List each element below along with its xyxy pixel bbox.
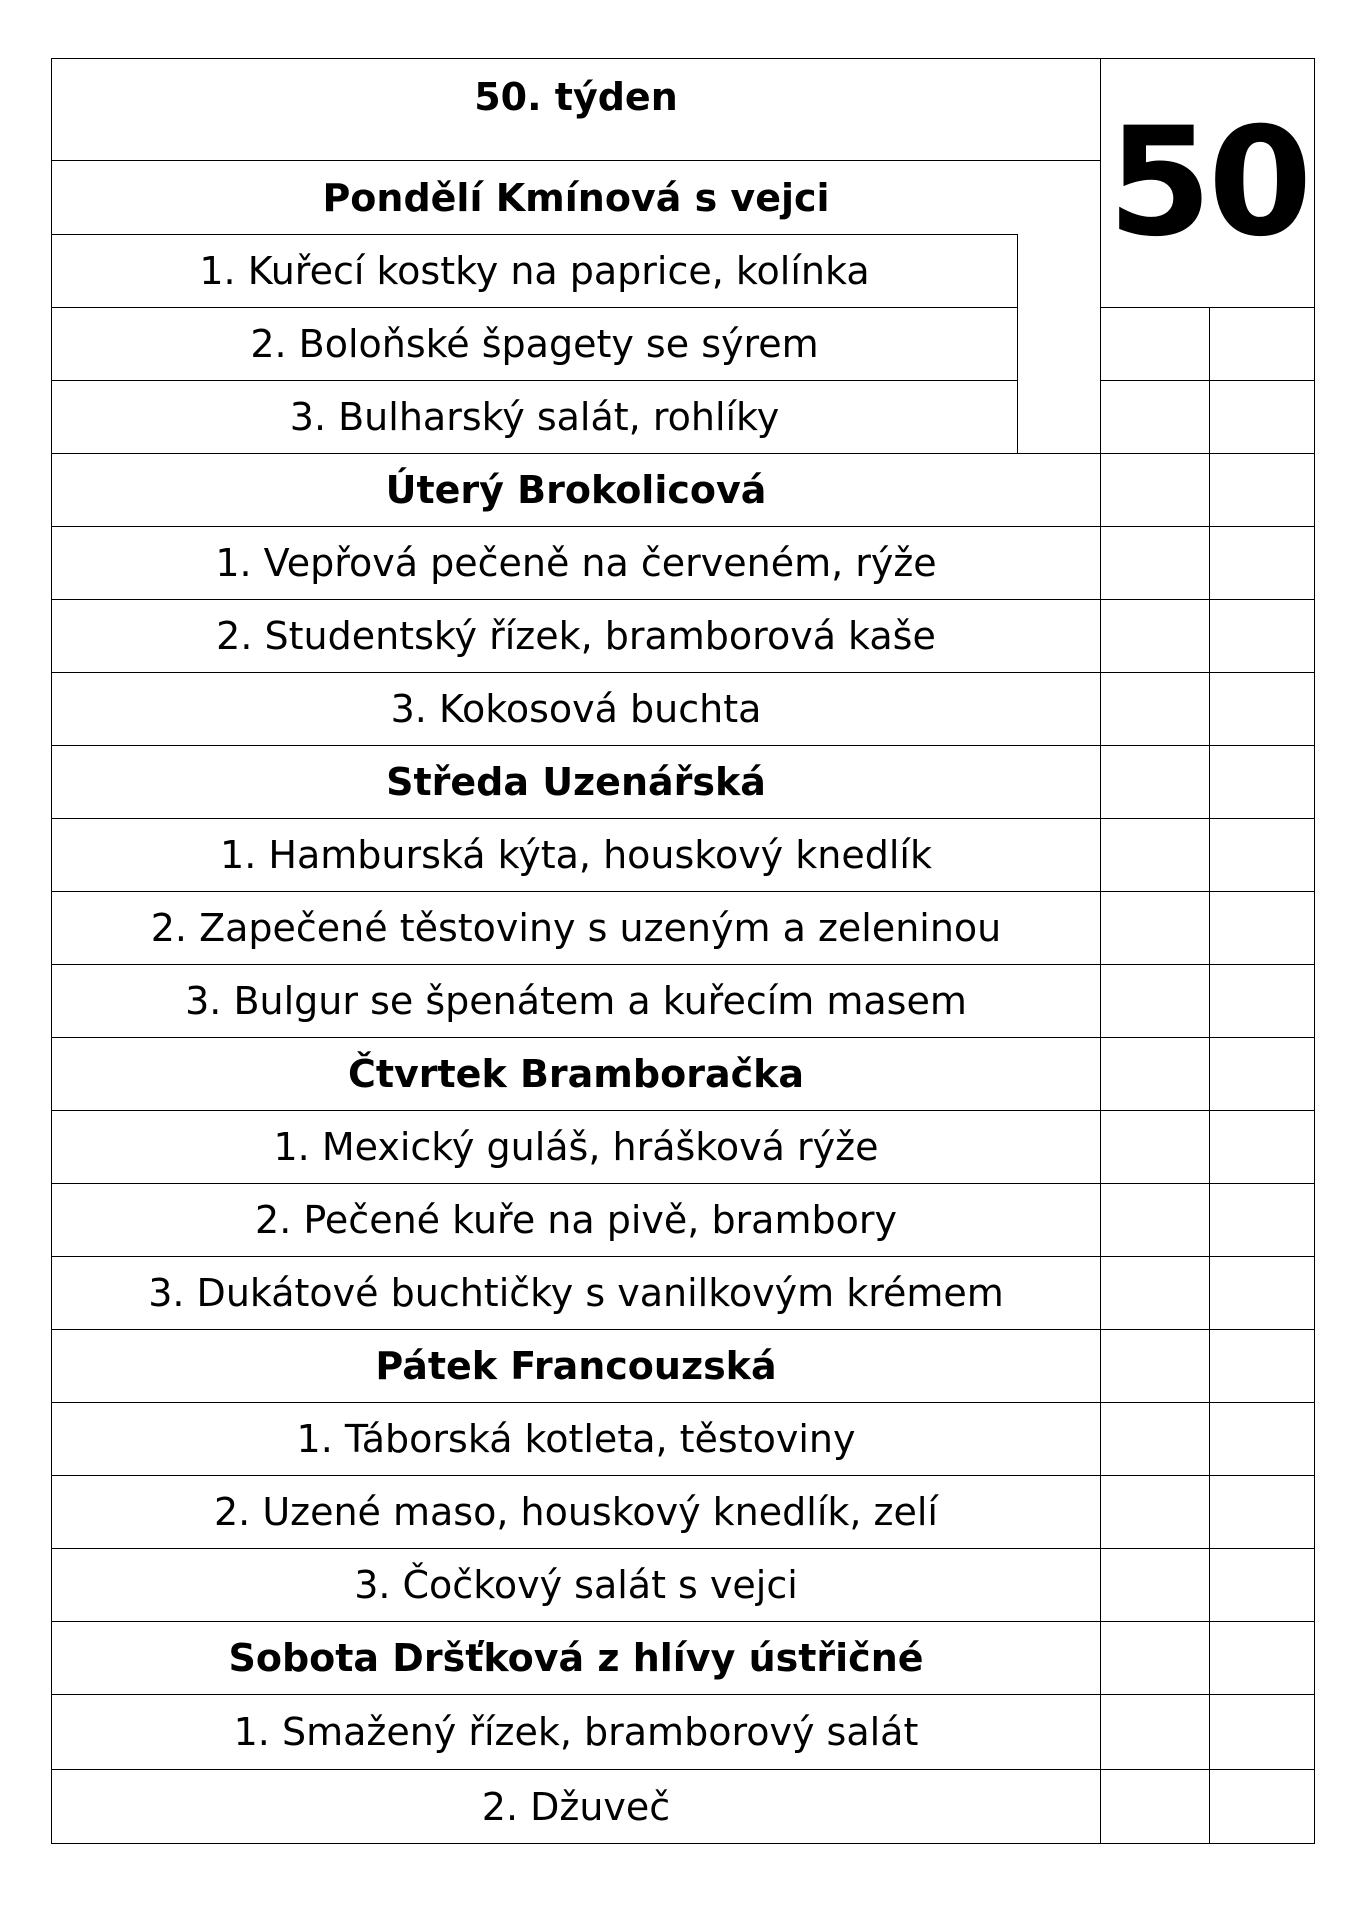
meal-text: 1. Hamburská kýta, houskový knedlík <box>220 833 932 877</box>
blank-cell <box>1100 1183 1209 1256</box>
meal-text: 1. Táborská kotleta, těstoviny <box>296 1417 856 1461</box>
blank-cell <box>1209 672 1315 745</box>
blank-cell <box>1100 1329 1209 1402</box>
meal-text: 2. Pečené kuře na pivě, brambory <box>255 1198 897 1242</box>
column-divider <box>1017 234 1018 453</box>
blank-cell <box>1100 599 1209 672</box>
day-heading-saturday <box>51 1621 1100 1694</box>
meal-text: 3. Kokosová buchta <box>390 687 762 731</box>
blank-cell <box>1209 453 1315 526</box>
meal-text: 1. Kuřecí kostky na paprice, kolínka <box>199 249 870 293</box>
blank-cell <box>1209 818 1315 891</box>
meal-text: 2. Boloňské špagety se sýrem <box>250 322 819 366</box>
blank-cell <box>1100 1621 1209 1694</box>
blank-cell <box>1209 745 1315 818</box>
blank-cell <box>1209 1402 1315 1475</box>
meal-text: 2. Zapečené těstoviny s uzeným a zeleninou <box>150 906 1002 950</box>
blank-cell <box>1100 380 1209 453</box>
week-title <box>51 58 1100 160</box>
meal-text: 2. Studentský řízek, bramborová kaše <box>216 614 936 658</box>
week-number: 50 <box>1107 96 1309 270</box>
menu-sheet <box>51 58 1315 1844</box>
meal-row <box>51 1183 1100 1256</box>
blank-cell <box>1100 453 1209 526</box>
blank-cell <box>1209 1769 1315 1844</box>
day-heading-monday <box>51 160 1100 234</box>
blank-cell <box>1100 672 1209 745</box>
meal-row <box>51 1694 1100 1769</box>
day-heading-text: Čtvrtek Bramboračka <box>347 1052 805 1096</box>
meal-row <box>51 307 1017 380</box>
blank-cell <box>1100 1256 1209 1329</box>
meal-row <box>51 526 1100 599</box>
blank-cell <box>1100 307 1209 380</box>
meal-row <box>51 599 1100 672</box>
meal-text: 2. Uzené maso, houskový knedlík, zelí <box>213 1490 938 1534</box>
blank-cell <box>1209 307 1315 380</box>
meal-row <box>51 234 1017 307</box>
blank-cell <box>1209 380 1315 453</box>
meal-row <box>51 818 1100 891</box>
blank-cell <box>1100 818 1209 891</box>
day-heading-text: Pondělí Kmínová s vejci <box>322 175 830 220</box>
day-heading-text: Pátek Francouzská <box>375 1344 777 1388</box>
day-heading-tuesday <box>51 453 1100 526</box>
week-number-box <box>1100 58 1315 307</box>
blank-cell <box>1100 1548 1209 1621</box>
meal-text: 3. Bulharský salát, rohlíky <box>289 395 780 439</box>
blank-cell <box>1209 1256 1315 1329</box>
blank-cell <box>1209 1110 1315 1183</box>
meal-row <box>51 672 1100 745</box>
day-heading-thursday <box>51 1037 1100 1110</box>
day-heading-wednesday <box>51 745 1100 818</box>
meal-text: 1. Smažený řízek, bramborový salát <box>233 1710 919 1754</box>
blank-cell <box>1209 1548 1315 1621</box>
blank-cell <box>1100 526 1209 599</box>
meal-row <box>51 1475 1100 1548</box>
blank-cell <box>1100 1769 1209 1844</box>
day-heading-friday <box>51 1329 1100 1402</box>
meal-text: 3. Čočkový salát s vejci <box>354 1563 798 1607</box>
day-heading-text: Středa Uzenářská <box>386 760 766 804</box>
meal-text: 3. Bulgur se špenátem a kuřecím masem <box>185 979 967 1023</box>
meal-text: 2. Džuveč <box>481 1785 671 1829</box>
blank-cell <box>1209 891 1315 964</box>
blank-cell <box>1209 1475 1315 1548</box>
meal-text: 1. Mexický guláš, hrášková rýže <box>273 1125 879 1169</box>
blank-cell <box>1209 1037 1315 1110</box>
blank-cell <box>1100 1037 1209 1110</box>
blank-cell <box>1209 1621 1315 1694</box>
blank-cell <box>1100 1402 1209 1475</box>
meal-row <box>51 380 1017 453</box>
blank-cell <box>1209 1183 1315 1256</box>
day-heading-text: Úterý Brokolicová <box>385 468 767 512</box>
blank-cell <box>1100 745 1209 818</box>
meal-row <box>51 964 1100 1037</box>
meal-text: 1. Vepřová pečeně na červeném, rýže <box>215 541 937 585</box>
meal-row <box>51 1548 1100 1621</box>
blank-cell <box>1100 964 1209 1037</box>
meal-row <box>51 1110 1100 1183</box>
meal-row <box>51 1256 1100 1329</box>
day-heading-text: Sobota Dršťková z hlívy ústřičné <box>228 1636 924 1680</box>
blank-cell <box>1100 891 1209 964</box>
blank-cell <box>1100 1475 1209 1548</box>
blank-cell <box>1209 599 1315 672</box>
week-title-text: 50. týden <box>474 75 678 119</box>
meal-row <box>51 1769 1100 1844</box>
blank-cell <box>1209 1694 1315 1769</box>
blank-cell <box>1209 1329 1315 1402</box>
blank-cell <box>1209 526 1315 599</box>
blank-cell <box>1209 964 1315 1037</box>
meal-text: 3. Dukátové buchtičky s vanilkovým krémem <box>148 1271 1004 1315</box>
blank-cell <box>1100 1110 1209 1183</box>
blank-cell <box>1100 1694 1209 1769</box>
meal-row <box>51 891 1100 964</box>
meal-row <box>51 1402 1100 1475</box>
